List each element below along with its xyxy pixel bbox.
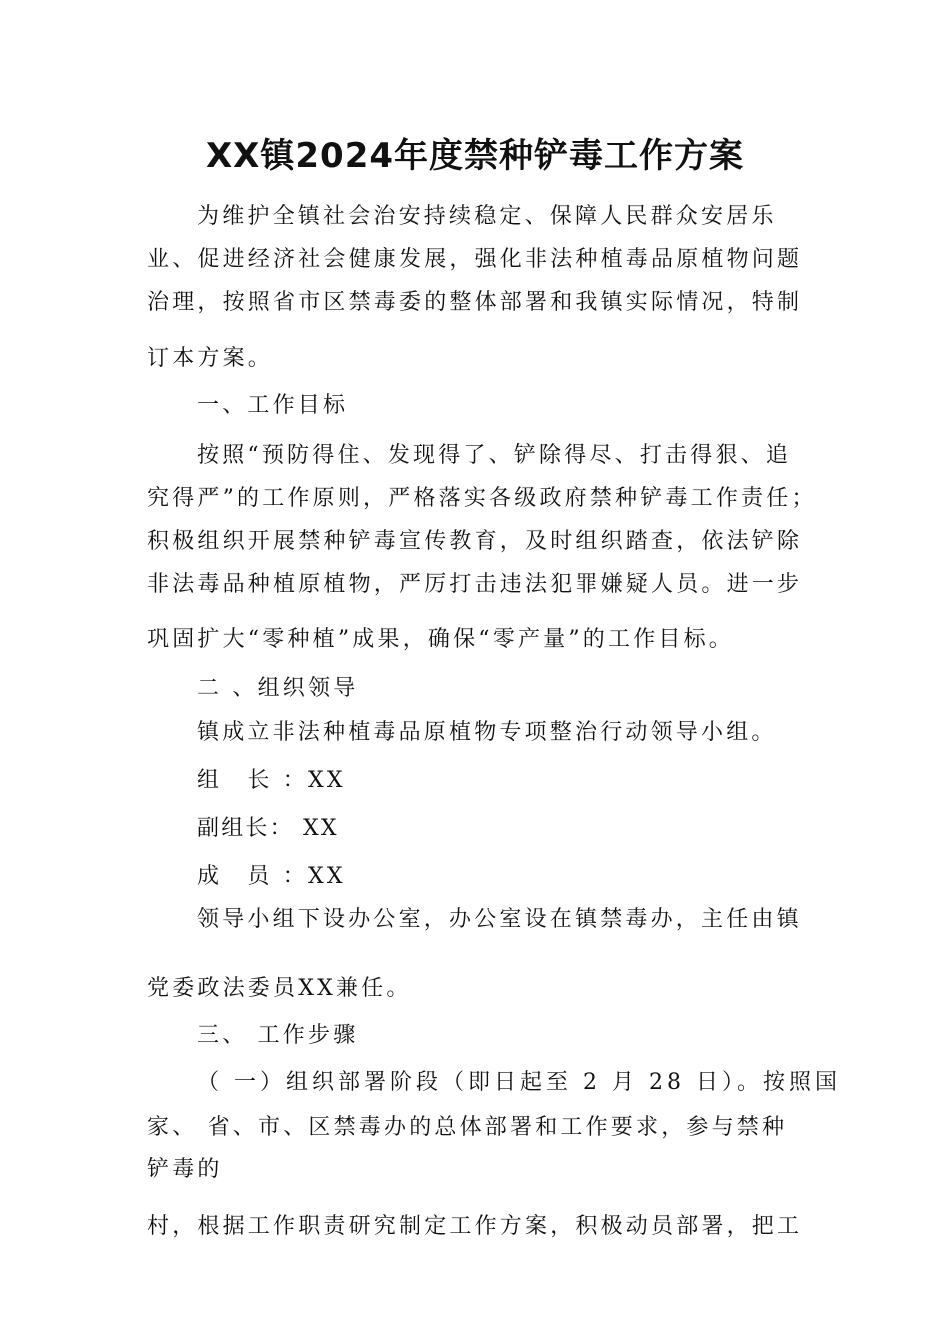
paragraph-line: 镇成立非法种植毒品原植物专项整治行动领导小组。 [197,720,777,745]
paragraph-line: 家、 省、市、区禁毒办的总体部署和工作要求，参与禁种 [147,1115,788,1140]
document-title: XX镇2024年度禁种铲毒工作方案 [205,136,745,176]
section-heading: 三、 工作步骤 [197,1023,359,1048]
paragraph-line: 积极组织开展禁种铲毒宣传教育，及时组织踏查，依法铲除 [147,529,803,554]
member-line: 副组长： XX [197,816,339,841]
paragraph-line: 为维护全镇社会治安持续稳定、保障人民群众安居乐 [197,204,777,229]
paragraph-line: 究得严”的工作原则，严格落实各级政府禁种铲毒工作责任； [147,486,817,511]
section-heading: 二 、组织领导 [197,676,359,701]
paragraph-line: 治理，按照省市区禁毒委的整体部署和我镇实际情况，特制 [147,290,803,315]
paragraph-line: 铲毒的 [147,1157,223,1182]
member-line: 成 员 ：XX [197,864,346,889]
member-line: 组 长 ：XX [197,768,346,793]
paragraph-line: 村，根据工作职责研究制定工作方案，积极动员部署，把工 [147,1214,803,1239]
paragraph-line: 党委政法委员XX兼任。 [147,976,412,1001]
paragraph-line: 按照“预防得住、发现得了、铲除得尽、打击得狠、追 [197,443,792,468]
paragraph-line: （ 一）组织部署阶段（即日起至 2 月 28 日）。按照国 [197,1070,841,1095]
paragraph-line: 订本方案。 [147,346,274,371]
paragraph-line: 领导小组下设办公室，办公室设在镇禁毒办，主任由镇 [197,907,802,932]
section-heading: 一、工作目标 [197,393,349,418]
paragraph-line: 巩固扩大“零种植”成果，确保“零产量”的工作目标。 [147,627,734,652]
paragraph-line: 业、促进经济社会健康发展，强化非法种植毒品原植物问题 [147,247,803,272]
paragraph-line: 非法毒品种植原植物，严厉打击违法犯罪嫌疑人员。进一步 [147,572,803,597]
